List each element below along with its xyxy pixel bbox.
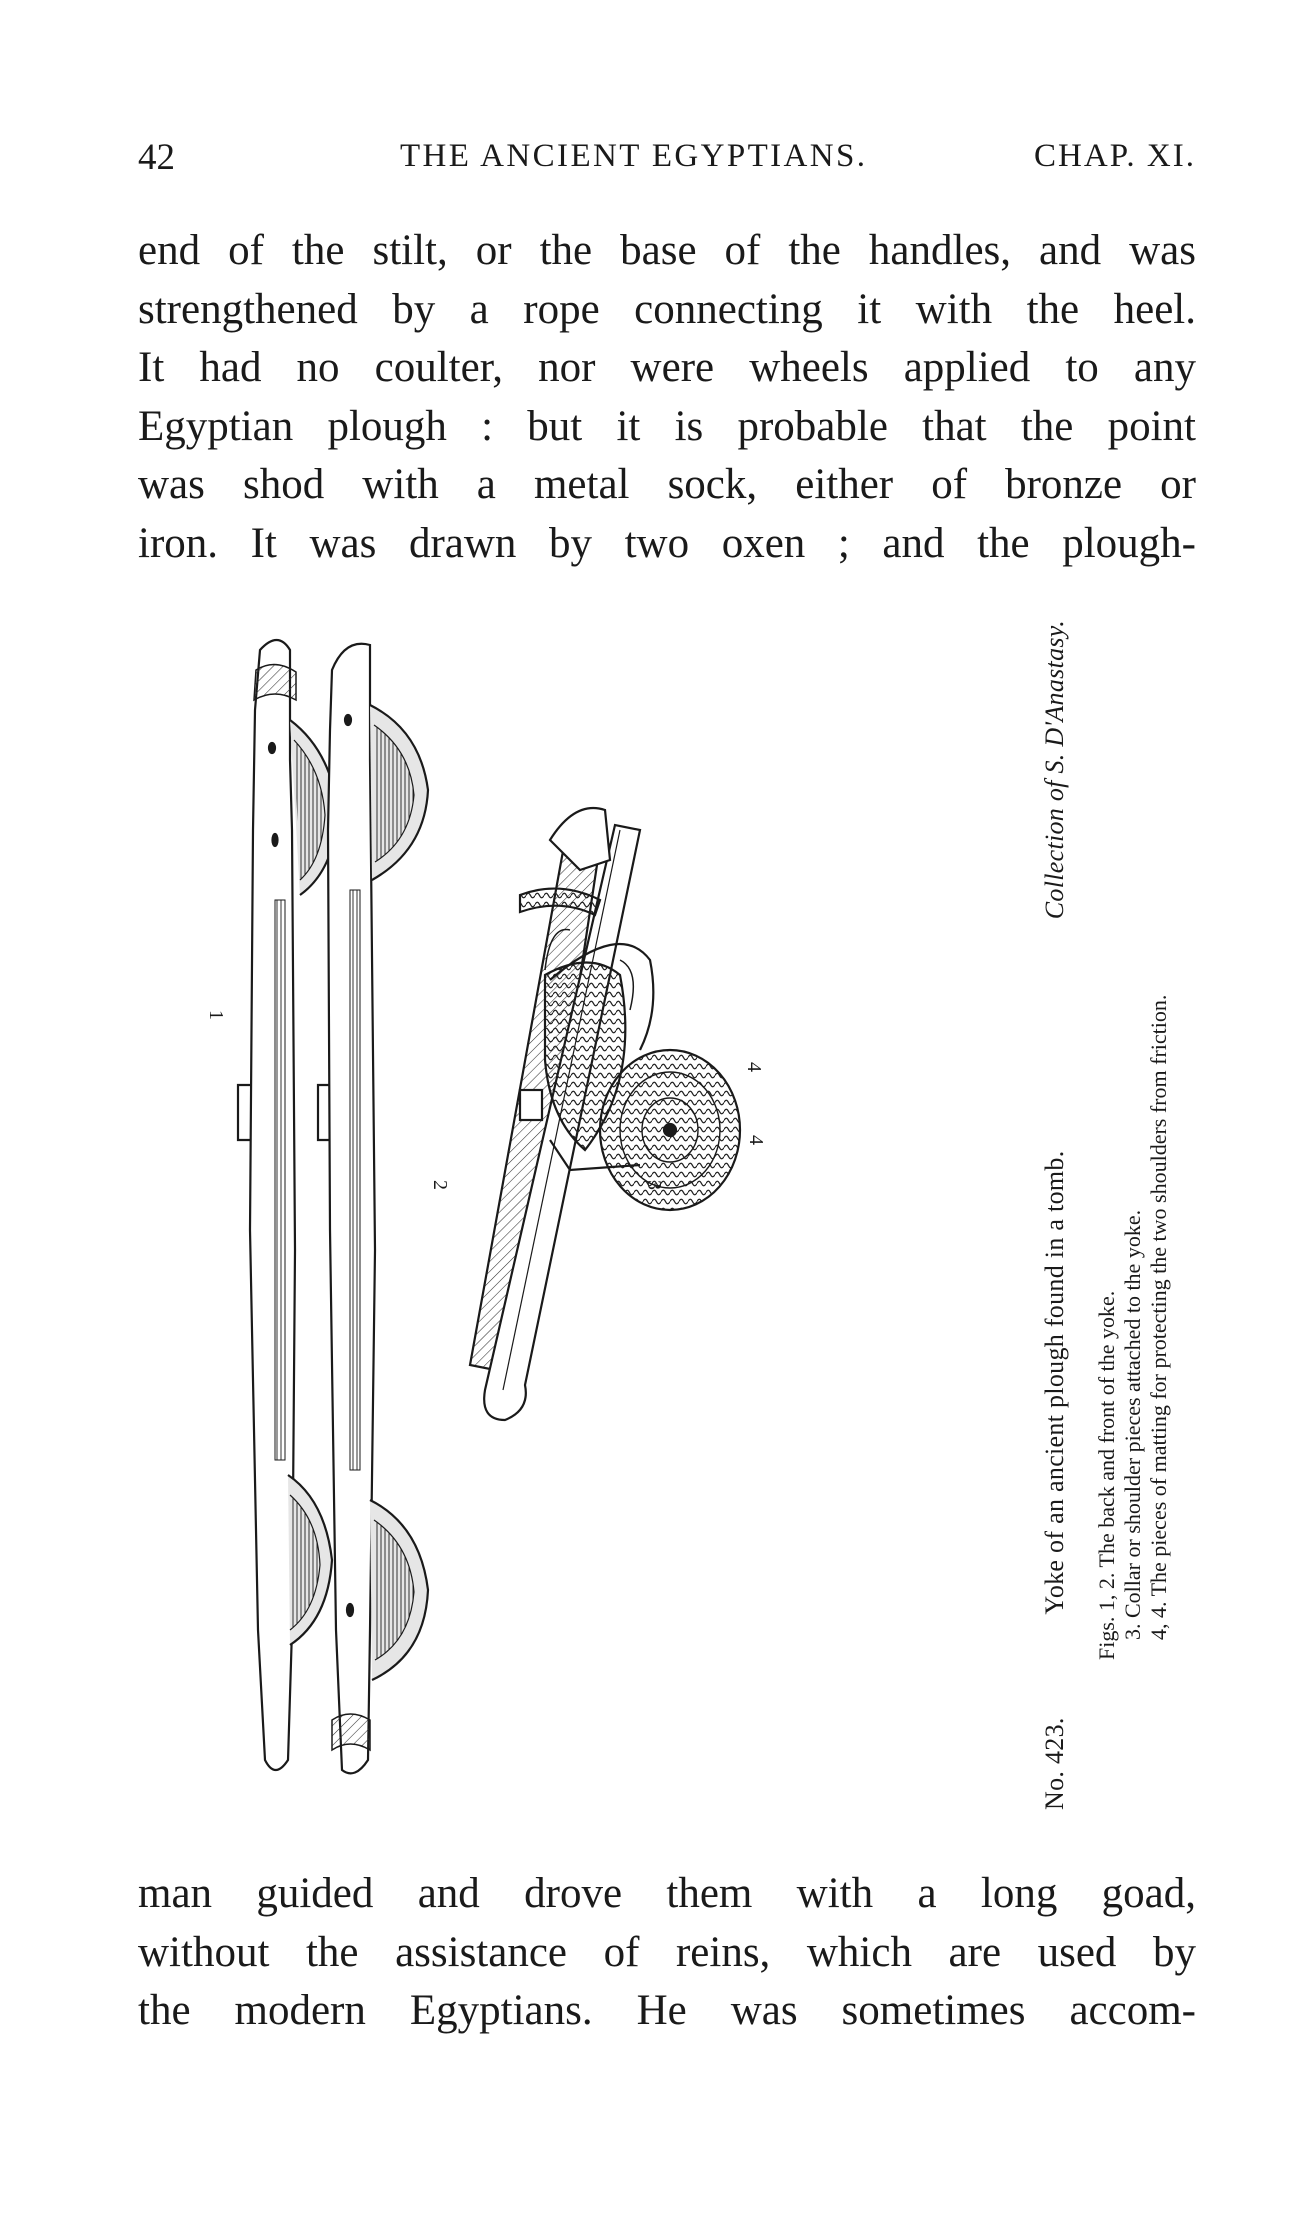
text-line: the modern Egyptians. He was sometimes accom- (138, 1987, 1196, 2034)
fig-label-4a: 4 (743, 1062, 765, 1072)
fig-label-1: 1 (205, 1010, 227, 1020)
fig-label-2: 2 (429, 1180, 451, 1190)
text-line: strengthened by a rope connecting it with the heel. (138, 285, 1196, 333)
figure-collection: Collection of S. D'Anastasy. (1040, 620, 1069, 920)
text-line: Egyptian plough : but it is probable that the point (138, 402, 1196, 450)
page-number: 42 (138, 137, 175, 178)
page-header (138, 130, 1196, 180)
figure-legend (1094, 995, 1172, 1660)
chapter-label: CHAP. XI. (1034, 138, 1196, 174)
legend-line: Figs. 1, 2. The back and front of the yoke. (1094, 1290, 1119, 1660)
text-line: iron. It was drawn by two oxen ; and the plough- (138, 519, 1196, 567)
figure-caption-main (1040, 620, 1070, 1810)
text-line: without the assistance of reins, which are used by (138, 1928, 1196, 1976)
collar-drawing (470, 808, 740, 1420)
body-text-top (138, 222, 1196, 573)
text-line: end of the stilt, or the base of the handles, and was (138, 227, 1196, 274)
running-title: THE ANCIENT EGYPTIANS. (400, 138, 868, 174)
fig-label-4b: 4 (745, 1135, 767, 1145)
text-line: It had no coulter, nor were wheels applied to any (138, 344, 1196, 391)
legend-line: 3. Collar or shoulder pieces attached to the yoke. (1120, 1209, 1145, 1640)
body-text-bottom (138, 1865, 1196, 2041)
yoke-front-drawing (318, 644, 428, 1774)
text-line: man guided and drove them with a long goad, (138, 1870, 1196, 1917)
fig-label-3: 3 (643, 1180, 665, 1190)
text-line: was shod with a metal sock, either of bronze or (138, 461, 1196, 508)
yoke-illustration (205, 630, 1030, 1790)
figure-number: No. 423. (1040, 1717, 1069, 1810)
yoke-back-drawing (238, 640, 338, 1770)
legend-line: 4, 4. The pieces of matting for protecting the two shoulders from friction. (1146, 994, 1171, 1640)
figure-title: Yoke of an ancient plough found in a tomb. (1040, 1150, 1069, 1615)
